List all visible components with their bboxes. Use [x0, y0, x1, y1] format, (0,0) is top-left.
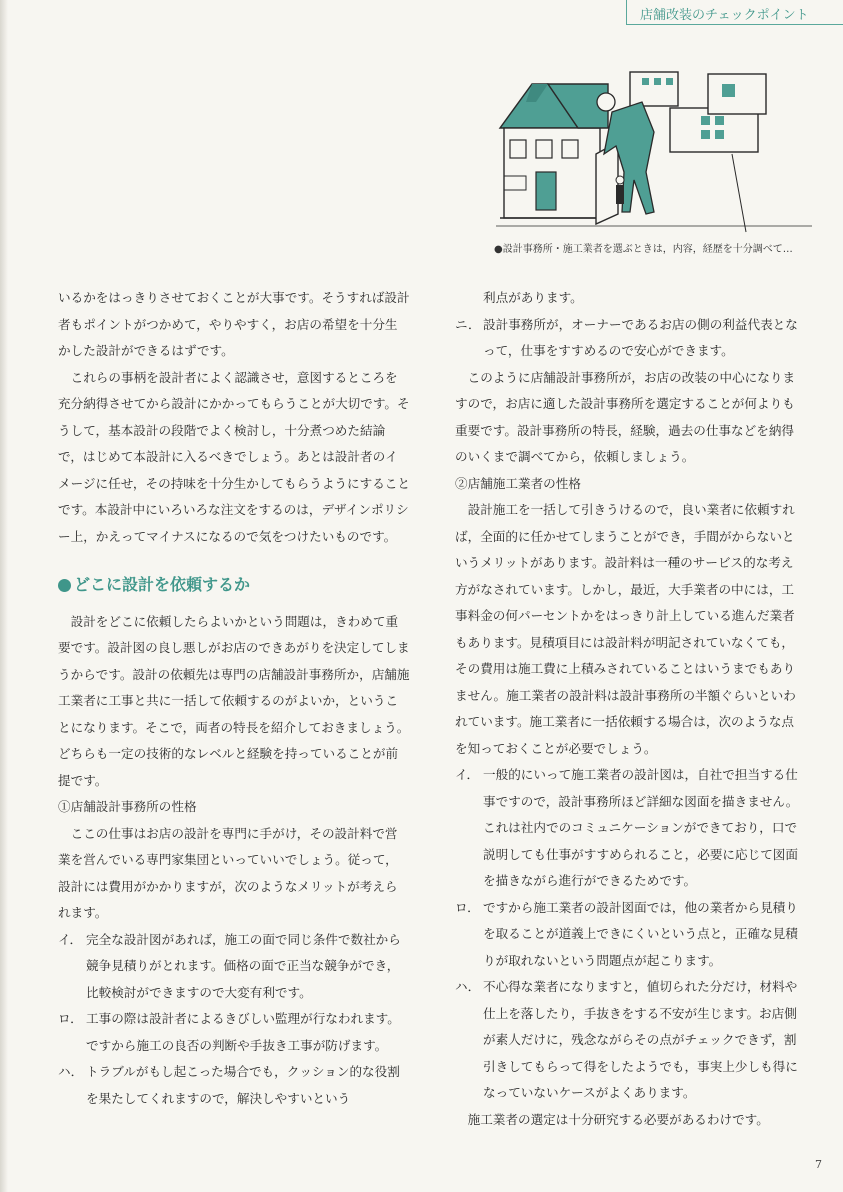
- window-icon: [642, 78, 649, 85]
- list-item: [455, 762, 803, 895]
- item-marker: ロ．: [58, 1011, 83, 1026]
- list-item: [455, 974, 803, 1107]
- small-person-head: [616, 176, 624, 184]
- header-rule-vertical: [626, 0, 627, 24]
- page-number: 7: [815, 1158, 822, 1171]
- page-edge-shadow: [0, 0, 8, 1192]
- front-wall-flap: [596, 142, 618, 224]
- header-rule: [626, 24, 843, 25]
- item-text: 完全な設計図があれば，施工の面で同じ条件で数社から競争見積りがとれます。価格の面で正当な競争ができ，比較検討ができますので大変有利です。: [86, 931, 401, 1000]
- right-column: [455, 285, 803, 1133]
- header-title: 店舗改装のチェックポイント: [640, 8, 809, 23]
- person-head: [597, 93, 615, 111]
- window-icon: [701, 130, 710, 139]
- subheading-contractor: ②店舗施工業者の性格: [455, 475, 581, 491]
- back-building-top: [630, 72, 678, 106]
- item-marker: ハ．: [58, 1064, 84, 1079]
- small-person-body: [616, 185, 624, 204]
- subheading-design-office: ①店舗設計事務所の性格: [58, 799, 197, 814]
- item-marker: イ．: [455, 767, 480, 782]
- back-building-tall: [708, 74, 766, 114]
- left-column: [58, 285, 410, 1112]
- list-item: [455, 895, 803, 975]
- intro-paragraph-1: いるかをはっきりさせておくことが大事です。そうすれば設計者もポイントがつかめて，やりやすく，お店の希望を十分生かした設計ができるはずです。: [58, 290, 410, 358]
- bullet-icon: [58, 579, 71, 592]
- item-text: ですから施工業者の設計図面では，他の業者から見積りを取ることが道義上できにくいという点と，正確な見積りが取れないという問題点が起こります。: [483, 899, 798, 968]
- contractor-paragraph: 設計施工を一括して引きうけるので，良い業者に依頼すれば，全面的に任かせてしまうことができ，手間がからないというメリットがあります。設計料は一種のサービス的な考え方がなされています。しかし，最近，大手業者の中には，工事料金の何パーセントかをはっきり計上している進んだ業者もあります。見積項目には設計料が明記されていなくても，その費用は施工費に上積みされていることはいうまでもありません。施工業者の設計料は設計事務所の半額ぐらいといわれています。施工業者に一括依頼する場合は，次のような点を知っておくことが必要でしょう。: [455, 502, 796, 756]
- window-icon: [701, 116, 710, 125]
- closing-paragraph: 施工業者の選定は十分研究する必要があるわけです。: [467, 1111, 769, 1127]
- item-text: 設計事務所が，オーナーであるお店の側の利益代表となって，仕事をすすめるので安心ができます。: [483, 316, 798, 358]
- list-item: [455, 312, 803, 365]
- list-item: [58, 1059, 410, 1112]
- item-text: 不心得な業者になりますと，値切られた分だけ，材料や仕上を落したり，手抜きをする不安が生じます。お店側が素人だけに，残念ながらその点がチェックできず，割引きしてもらって得をしたようでも，事実上少しも得になっていないケースがよくあります。: [483, 979, 798, 1100]
- intro-paragraph-2: これらの事柄を設計者によく認識させ，意図するところを充分納得させてから設計にかかってもらうことが大切です。そうして，基本設計の段階でよく検討し，十分煮つめた結論で，はじめて本設計に入るべきでしょう。あとは設計者のイメージに任せ，その持味を十分生かしてもらうようにすることです。本設計中にいろいろな注文をするのは，デザインポリシー上，かえってマイナスになるので気をつけたいものです。: [58, 369, 410, 544]
- office-paragraph: このように店舗設計事務所が，お店の改装の中心になりますので，お店に適した設計事務所を選定することが何よりも重要です。設計事務所の特長，経験，過去の仕事などを納得のいくまで調べてから，依頼しましょう。: [455, 369, 796, 464]
- item-marker: イ．: [58, 931, 83, 947]
- illustration-shop-and-designer: [496, 62, 812, 240]
- window-icon: [715, 130, 724, 139]
- item-text: トラブルがもし起こった場合でも，クッション的な役割を果たしてくれますので，解決しやすいという: [86, 1064, 400, 1106]
- sub-paragraph: ここの仕事はお店の設計を専門に手がけ，その設計料で営業を営んでいる専門家集団といっていいでしょう。従って，設計には費用がかかりますが，次のようなメリットが考えられます。: [58, 825, 398, 920]
- pole-line: [732, 154, 746, 232]
- illustration-caption: ●設計事務所・施工業者を選ぶときは，内容，経歴を十分調べて…: [494, 244, 793, 255]
- window-icon: [715, 116, 724, 125]
- window-icon: [722, 84, 735, 97]
- window-icon: [654, 78, 661, 85]
- item-text: 工事の際は設計者によるきびしい監理が行なわれます。ですから施工の良否の判断や手抜き工事が防げます。: [86, 1011, 400, 1053]
- list-item: [58, 927, 410, 1007]
- section-paragraph: 設計をどこに依頼したらよいかという問題は，きわめて重要です。設計図の良し悪しがお店のできあがりを決定してしまうからです。設計の依頼先は専門の店舗設計事務所か，店舗施工業者に工事と共に一括して依頼するのがよいか，ということになります。そこで，両者の特長を紹介しておきましょう。どちらも一定の技術的なレベルと経験を持っていることが前提です。: [58, 613, 410, 788]
- list-item: [58, 1006, 410, 1059]
- section-heading: [58, 572, 410, 599]
- door-icon: [536, 172, 556, 210]
- continuation-text: 利点があります。: [483, 290, 583, 305]
- item-text: 一般的にいって施工業者の設計図は，自社で担当する仕事ですので，設計事務所ほど詳細な図面を描きません。これは社内でのコミュニケーションができており，口で説明しても仕事がすすめられること，必要に応じて図面を描きながら進行ができるためです。: [483, 767, 799, 888]
- item-marker: ハ．: [455, 979, 481, 994]
- window-icon: [666, 78, 673, 85]
- item-marker: ニ．: [455, 316, 481, 332]
- item-marker: ロ．: [455, 899, 480, 915]
- section-heading-text: どこに設計を依頼するか: [74, 575, 251, 594]
